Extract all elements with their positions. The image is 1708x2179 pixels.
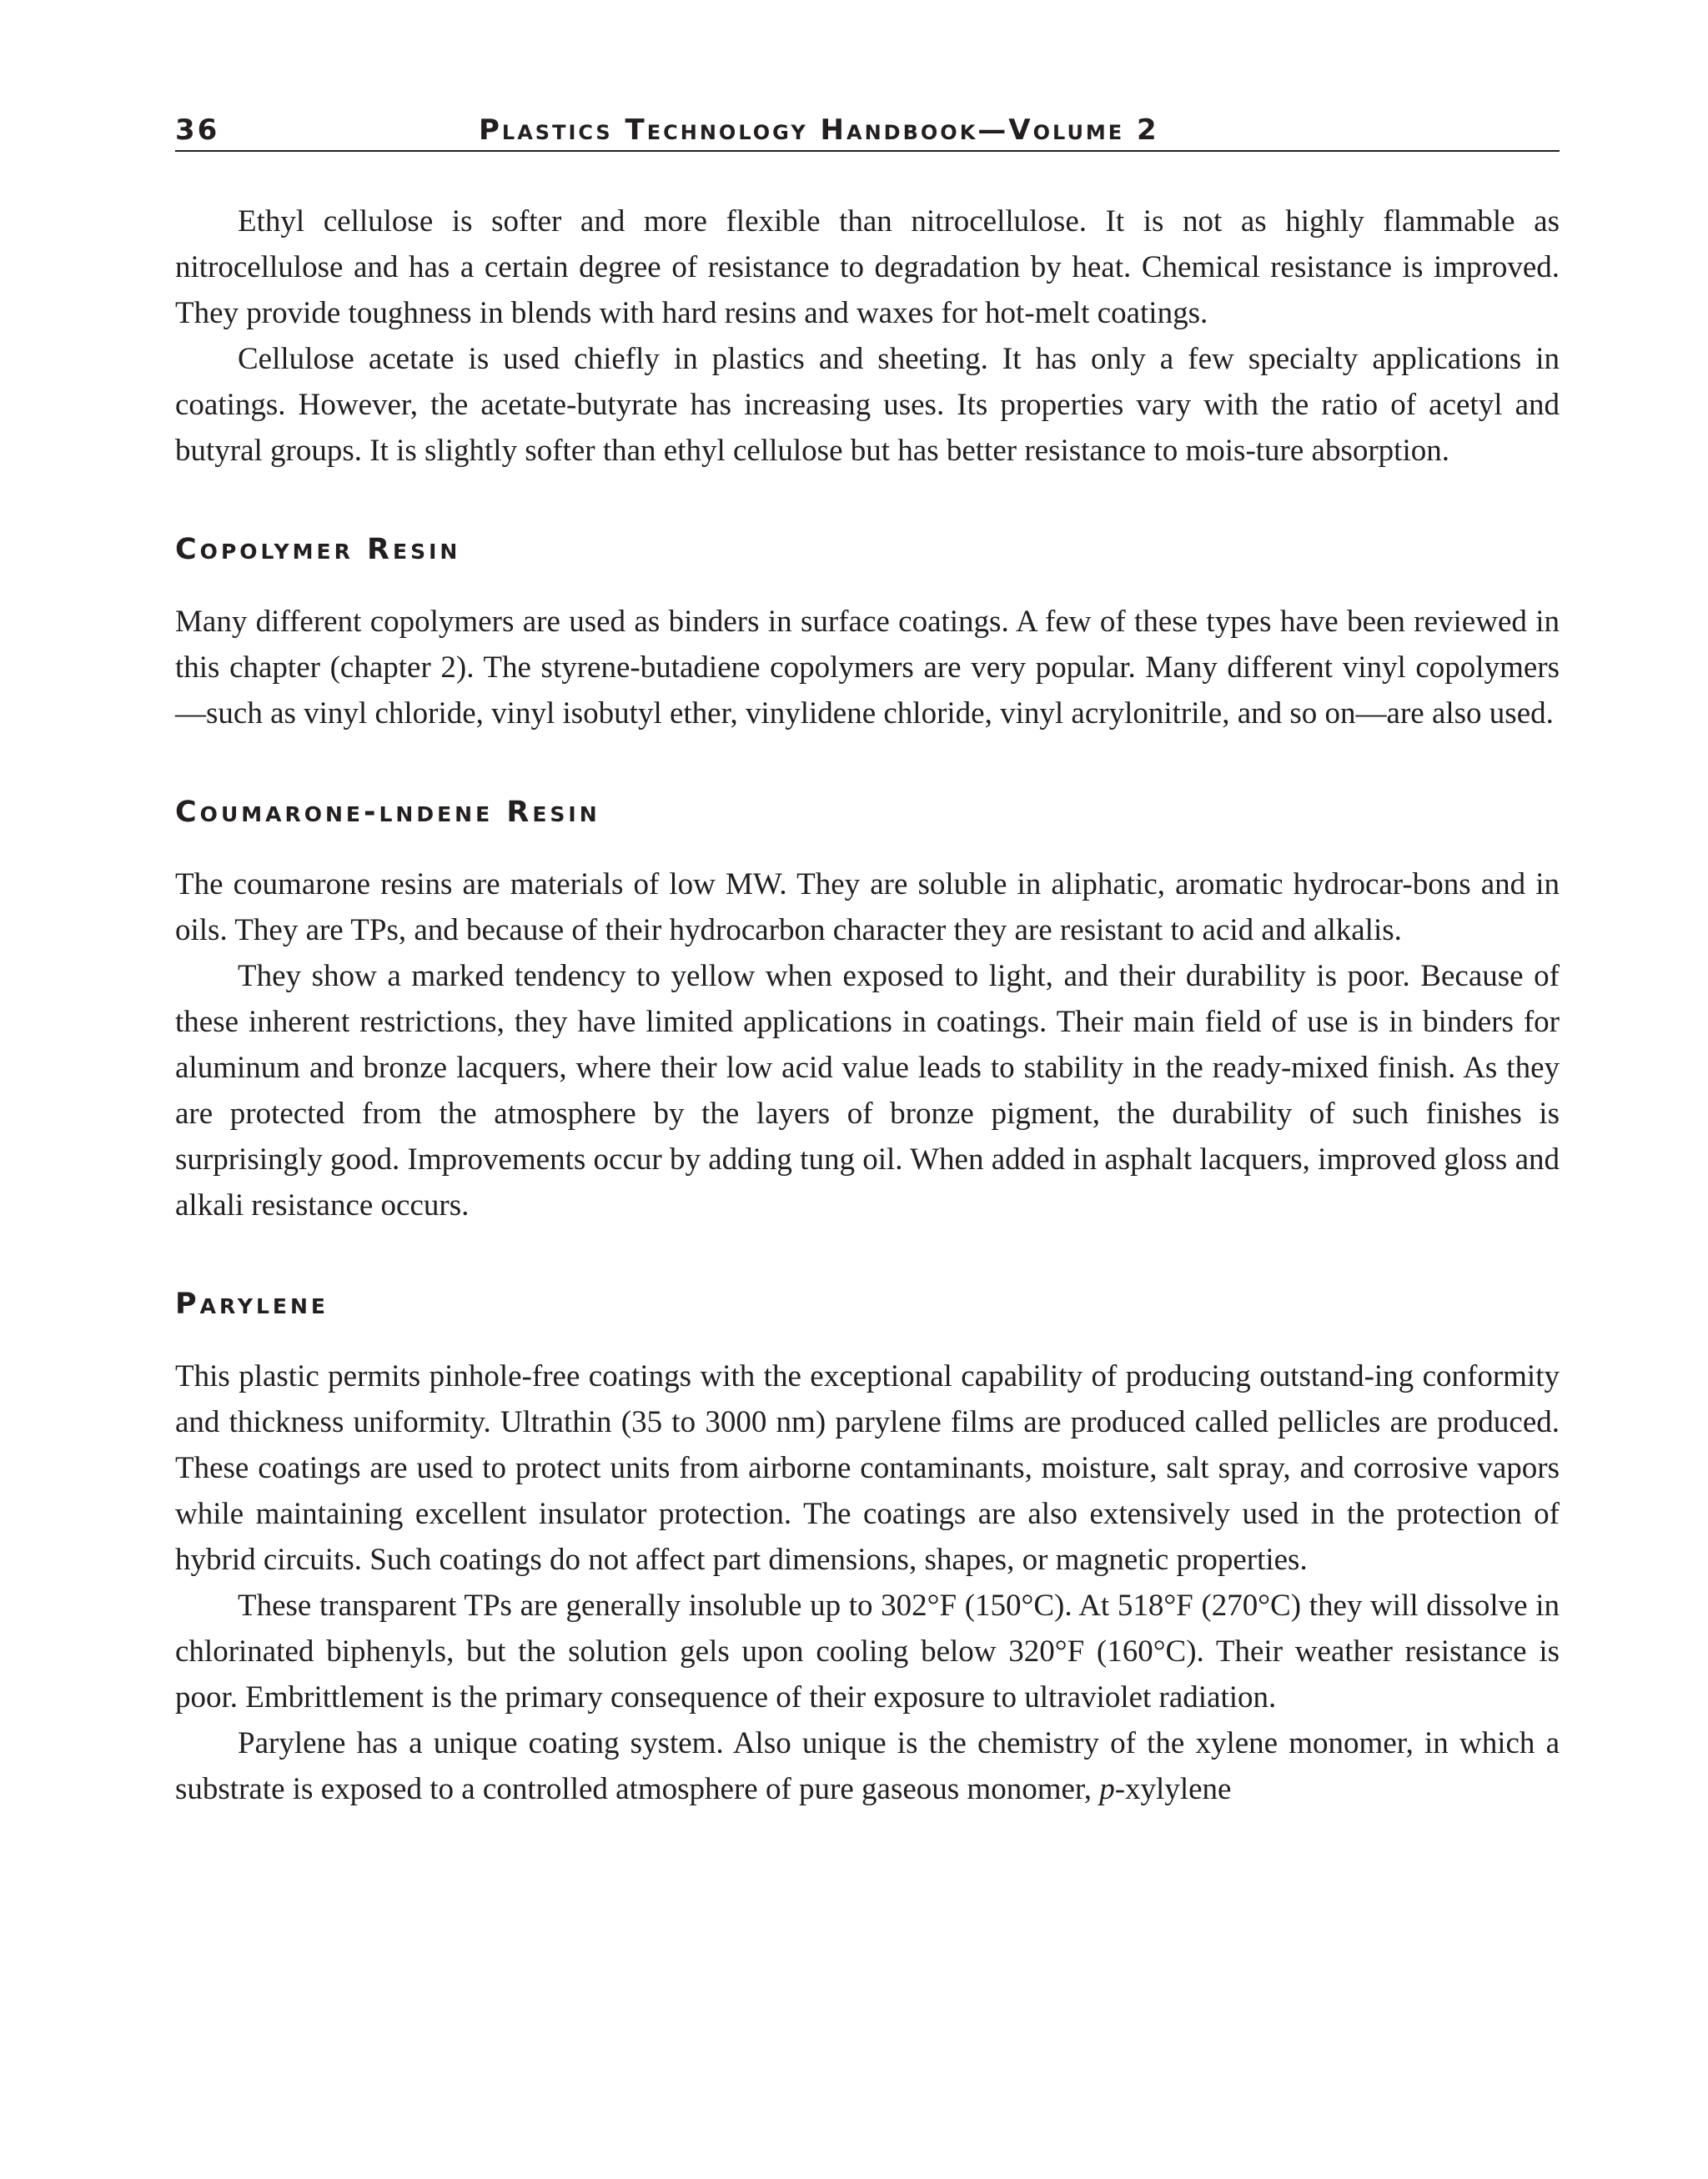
- section-paragraph: The coumarone resins are materials of low MW. They are soluble in aliphatic, aromatic hydrocar-bons and in oils. They are TPs, and because of their hydrocarbon character they are resistant to acid and alkalis.: [175, 867, 1560, 947]
- section-heading-copolymer-resin: Copolymer Resin: [175, 533, 461, 566]
- paragraph-text: Parylene has a unique coating system. Also unique is the chemistry of the xylene monomer, in which a substrate is exposed to a controlled atmosphere of pure gaseous monomer,: [175, 1726, 1560, 1806]
- page-number: 36: [175, 113, 220, 147]
- section-paragraph-last: [175, 1720, 1560, 1812]
- body-text: [175, 198, 1560, 1812]
- intro-paragraph: Cellulose acetate is used chiefly in plastics and sheeting. It has only a few specialty applications in coatings. However, the acetate-butyrate has increasing uses. Its properties vary with the ratio of acetyl and butyral groups. It is slightly softer than ethyl cellulose but has better resistance to mois-ture absorption.: [175, 342, 1560, 468]
- running-header: [175, 113, 1560, 152]
- section-paragraph: They show a marked tendency to yellow when exposed to light, and their durability is poor. Because of these inherent restrictions, they have limited applications in coatings. Their main field of use is in binders for aluminum and bronze lacquers, where their low acid value leads to stability in the ready-mixed finish. As they are protected from the atmosphere by the layers of bronze pigment, the durability of such finishes is surprisingly good. Improvements occur by adding tung oil. When added in asphalt lacquers, improved gloss and alkali resistance occurs.: [175, 959, 1560, 1223]
- section-paragraph: Many different copolymers are used as binders in surface coatings. A few of these types have been reviewed in this chapter (chapter 2). The styrene-butadiene copolymers are very popular. Many different vinyl copolymers—such as vinyl chloride, vinyl isobutyl ether, vinylidene chloride, vinyl acrylonitrile, and so on—are also used.: [175, 605, 1560, 731]
- section-heading-parylene: Parylene: [175, 1288, 329, 1321]
- section-paragraph: These transparent TPs are generally insoluble up to 302°F (150°C). At 518°F (270°C) they will dissolve in chlorinated biphenyls, but the solution gels upon cooling below 320°F (160°C). Their weather resistance is poor. Embrittlement is the primary consequence of their exposure to ultraviolet radiation.: [175, 1589, 1560, 1715]
- paragraph-text: -xylylene: [1114, 1772, 1232, 1806]
- section-heading-coumarone-indene-resin: Coumarone-lndene Resin: [175, 796, 600, 829]
- italic-prefix: p: [1099, 1772, 1115, 1806]
- section-paragraph: This plastic permits pinhole-free coatings with the exceptional capability of producing outstand-ing conformity and thickness uniformity. Ultrathin (35 to 3000 nm) parylene films are produced called pellicles are produced. These coatings are used to protect units from airborne contaminants, moisture, salt spray, and corrosive vapors while maintaining excellent insulator protection. The coatings are also extensively used in the protection of hybrid circuits. Such coatings do not affect part dimensions, shapes, or magnetic properties.: [175, 1359, 1560, 1577]
- book-title: Plastics Technology Handbook—Volume 2: [479, 113, 1159, 147]
- intro-paragraph: Ethyl cellulose is softer and more flexible than nitrocellulose. It is not as highly flammable as nitrocellulose and has a certain degree of resistance to degradation by heat. Chemical resistance is improved. They provide toughness in blends with hard resins and waxes for hot-melt coatings.: [175, 204, 1560, 330]
